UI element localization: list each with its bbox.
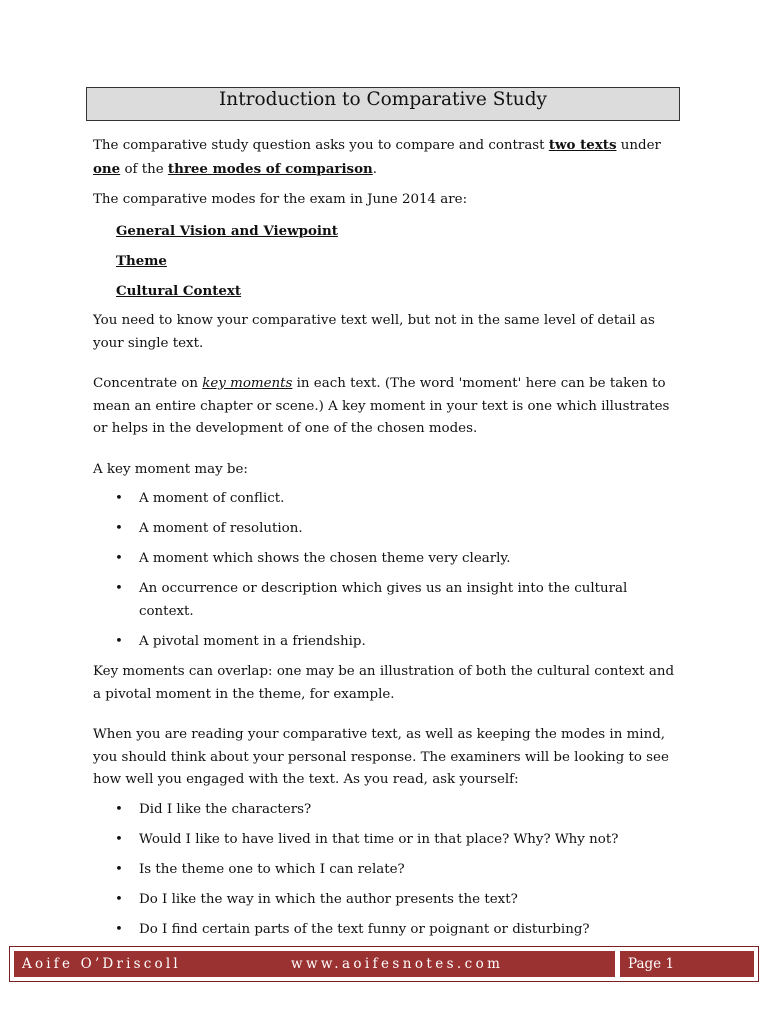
footer-page-number: Page 1	[620, 951, 754, 977]
list-item	[93, 889, 683, 912]
bullet-icon: •	[115, 521, 123, 536]
list-item-text: An occurrence or description which gives us an insight into the cultural context.	[139, 581, 628, 619]
list-item	[93, 799, 683, 822]
bullet-icon: •	[115, 551, 123, 566]
paragraph-know-text: You need to know your comparative text well, but not in the same level of detail as your single text.	[93, 313, 655, 351]
intro-paragraph	[93, 134, 683, 181]
modes-intro: The comparative modes for the exam in June 2014 are:	[93, 192, 468, 207]
page-title: Introduction to Comparative Study	[86, 87, 680, 121]
key-moment-list	[93, 488, 683, 653]
list-item	[93, 548, 683, 571]
list-item	[93, 518, 683, 541]
list-item-text: A moment of resolution.	[139, 521, 303, 536]
intro-emphasis-two-texts: two texts	[548, 137, 617, 153]
list-item-text: Do I like the way in which the author presents the text?	[139, 891, 518, 907]
document-body	[93, 134, 683, 941]
list-item	[93, 859, 683, 882]
bullet-icon: •	[115, 861, 123, 877]
list-item	[93, 488, 683, 511]
list-item	[93, 578, 683, 623]
intro-text-2: under	[616, 138, 661, 153]
list-item-text: A moment which shows the chosen theme very clearly.	[139, 551, 511, 566]
paragraph-overlap: Key moments can overlap: one may be an illustration of both the cultural context and a pivotal moment in the theme, for example.	[93, 664, 675, 702]
footer-banner	[14, 951, 615, 977]
list-item-text: Did I like the characters?	[139, 801, 312, 817]
footer-author: Aoife O’Driscoll	[22, 956, 181, 972]
list-item	[93, 829, 683, 852]
mode-item: General Vision and Viewpoint	[116, 222, 338, 239]
key-moment-intro: A key moment may be:	[93, 461, 248, 477]
bullet-icon: •	[115, 581, 123, 596]
list-item-text: Do I find certain parts of the text funny or poignant or disturbing?	[139, 921, 590, 937]
key-moments-emphasis: key moments	[202, 376, 293, 391]
bullet-icon: •	[115, 491, 123, 506]
key-moments-text-2: in each text. (The word 'moment' here can be taken to mean an entire chapter or scene.) A key moment in your text is one which illustrates or helps in the development of one of the chosen modes.	[93, 376, 670, 436]
key-moments-text-1: Concentrate on	[93, 376, 203, 391]
mode-item: Cultural Context	[116, 282, 242, 299]
page-footer	[9, 946, 759, 982]
list-item-text: Is the theme one to which I can relate?	[139, 861, 405, 877]
footer-website-link[interactable]: www.aoifesnotes.com	[291, 956, 504, 972]
intro-emphasis-modes: three modes of comparison	[167, 160, 373, 177]
bullet-icon: •	[115, 801, 123, 817]
bullet-icon: •	[115, 633, 123, 649]
list-item-text: A moment of conflict.	[139, 491, 285, 506]
list-item	[93, 631, 683, 654]
paragraph-key-moments	[93, 373, 683, 441]
question-list	[93, 799, 683, 942]
intro-text-4: .	[372, 161, 378, 177]
intro-text-3: of the	[120, 161, 168, 177]
mode-item: Theme	[116, 253, 167, 269]
list-item	[93, 919, 683, 942]
paragraph-reading: When you are reading your comparative text, as well as keeping the modes in mind, you should think about your personal response. The examiners will be looking to see how well you engaged with the text. As you read, ask yourself:	[93, 727, 669, 787]
intro-emphasis-one: one	[93, 160, 121, 177]
bullet-icon: •	[115, 921, 123, 937]
list-item-text: Would I like to have lived in that time or in that place? Why? Why not?	[139, 831, 619, 847]
bullet-icon: •	[115, 831, 123, 847]
bullet-icon: •	[115, 891, 123, 907]
list-item-text: A pivotal moment in a friendship.	[139, 633, 366, 649]
intro-text-1: The comparative study question asks you to compare and contrast	[93, 138, 549, 153]
